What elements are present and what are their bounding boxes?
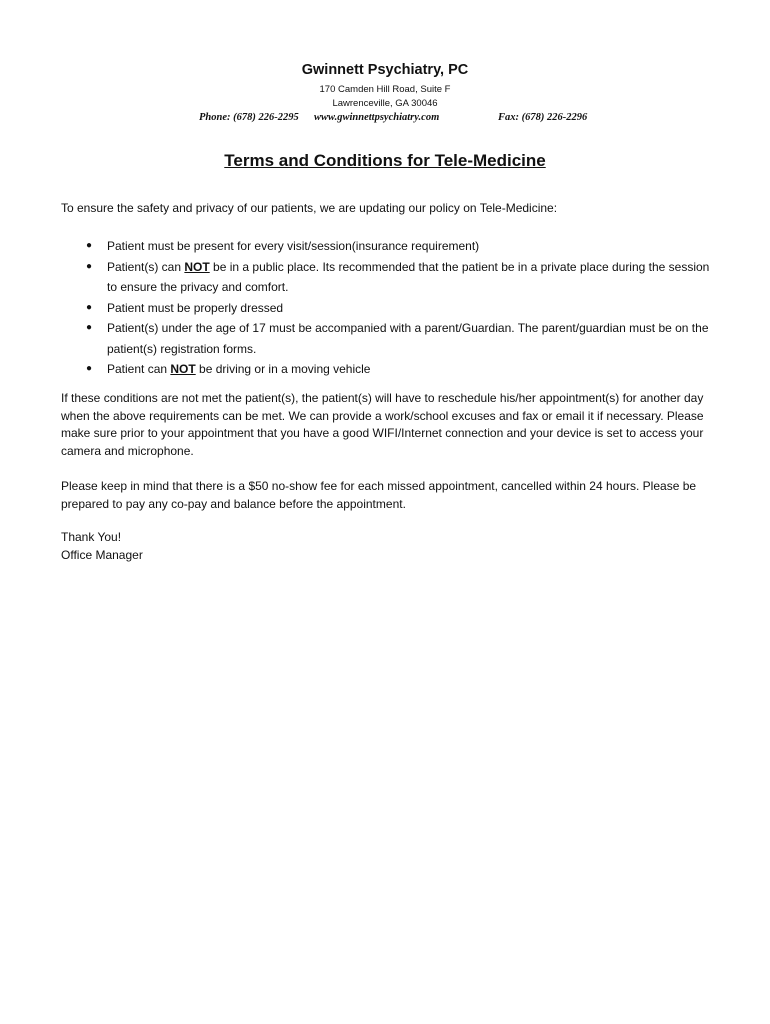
list-item-text: Patient(s) under the age of 17 must be accompanied with a parent/Guardian. The parent/guardian must be on the patient(s) registration forms. (107, 321, 709, 356)
list-item-text: Patient can (107, 362, 171, 376)
list-item-text: Patient(s) can (107, 259, 185, 274)
list-item (86, 257, 714, 298)
thank-you-text: Thank You! (61, 530, 122, 544)
phone-number: Phone: (678) 226-2295 (199, 112, 299, 123)
list-item (86, 298, 714, 319)
reschedule-paragraph: If these conditions are not met the patient(s), the patient(s) will have to reschedule his/her appointment(s) for another day when the above requirements can be met. We can provide a work/school excuses and fax or email it if necessary. Please make sure prior to your appointment that you have a good WIFI/Internet connection and your device is set to access your camera and microphone. (61, 391, 704, 458)
org-name: Gwinnett Psychiatry, PC (301, 62, 469, 78)
emphasis-not: NOT (184, 259, 210, 274)
list-item-text: be driving or in a moving vehicle (195, 362, 371, 376)
website-link: www.gwinnettpsychiatry.com (314, 112, 440, 123)
address-line-1: 170 Camden Hill Road, Suite F (319, 84, 451, 95)
bullet-icon: ● (86, 301, 93, 313)
list-item (86, 236, 714, 257)
conditions-list (86, 236, 714, 380)
document-title: Terms and Conditions for Tele-Medicine (224, 151, 546, 170)
list-item-text: Patient must be properly dressed (107, 300, 284, 315)
bullet-icon: ● (86, 240, 93, 251)
fax-number: Fax: (678) 226-2296 (498, 112, 588, 123)
list-item (86, 359, 714, 380)
bullet-icon: ● (86, 322, 93, 333)
list-item-text: Patient must be present for every visit/session(insurance requirement) (107, 239, 480, 253)
list-item (86, 318, 714, 359)
bullet-icon: ● (86, 260, 93, 272)
closing-block (61, 529, 711, 564)
bullet-icon: ● (86, 363, 93, 374)
emphasis-not: NOT (170, 362, 196, 376)
intro-paragraph: To ensure the safety and privacy of our patients, we are updating our policy on Tele-Medicine: (61, 201, 558, 215)
address-line-2: Lawrenceville, GA 30046 (332, 98, 438, 109)
signature-text: Office Manager (61, 547, 143, 562)
list-item-text: be in a public place. Its recommended that the patient be in a private place during the session to ensure the privacy and comfort. (107, 259, 710, 294)
no-show-fee-paragraph: Please keep in mind that there is a $50 no-show fee for each missed appointment, cancelled within 24 hours. Please be prepared to pay any co-pay and balance before the appointment. (61, 479, 697, 511)
